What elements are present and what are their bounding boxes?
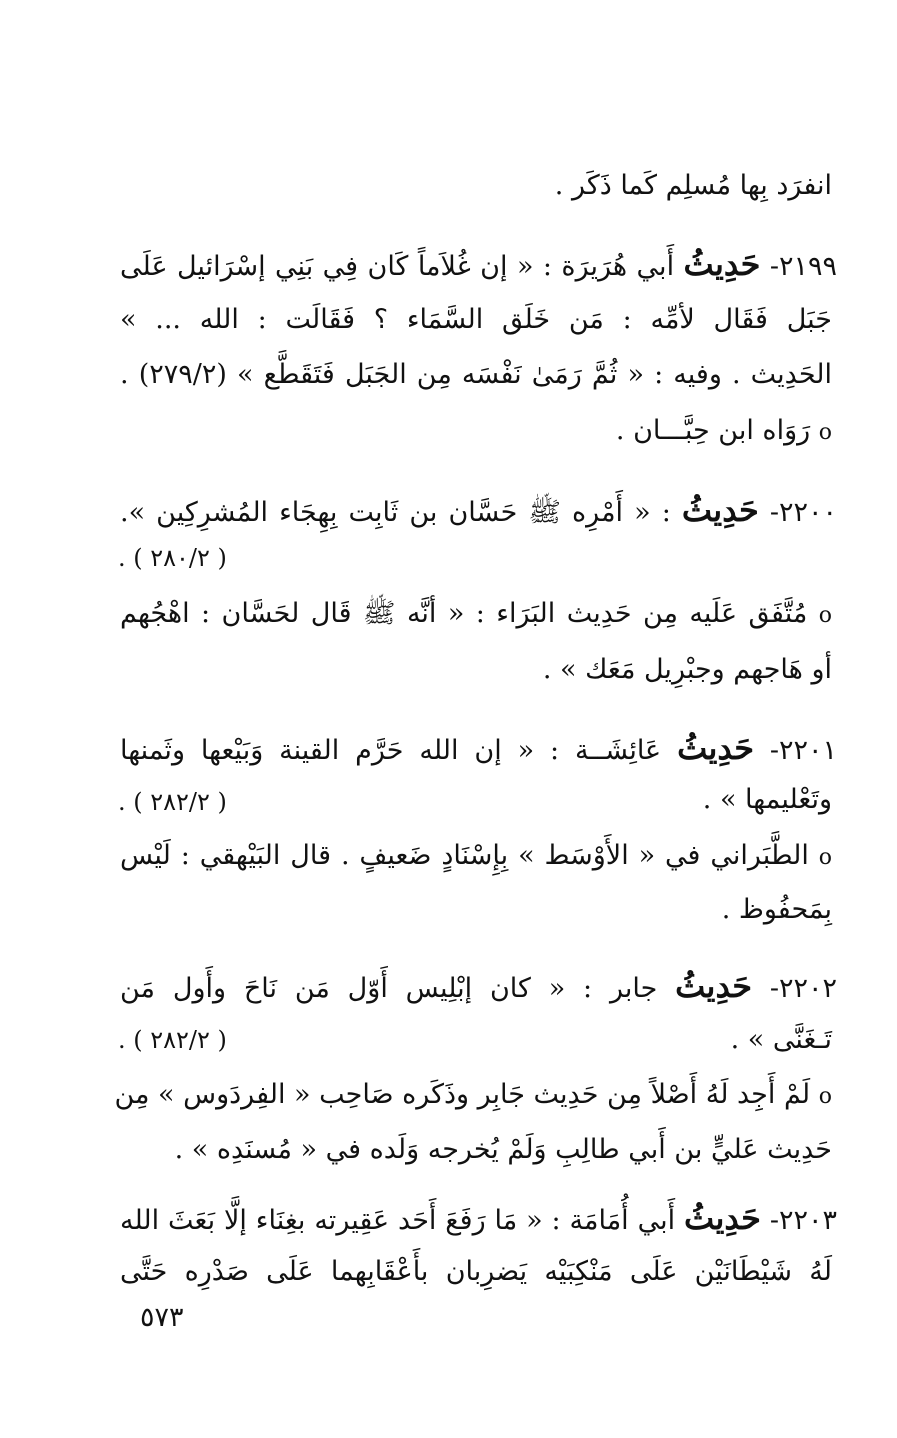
bullet-icon: o [818, 603, 832, 628]
hadith-2201-line-2: وتَعْليمها » . [702, 784, 832, 815]
hadith-2201-line-1: ٢٢٠١- حَدِيثُ عَائِشَــة : « إن الله حَرَّم القينة وَبَيْعها وثَمنها [120, 729, 838, 767]
bullet-icon: o [818, 1084, 832, 1109]
hadith-2200-line-1: ٢٢٠٠- حَدِيثُ : « أَمْرِه ﷺ حَسَّان بن ثَابِت بِهِجَاء المُشرِكِين ». [120, 491, 837, 529]
hadith-label: حَدِيثُ [683, 245, 761, 283]
hadith-label: حَدِيثُ [677, 729, 754, 767]
hadith-label: حَدِيثُ [681, 491, 759, 529]
hadith-2202-line-2: تَـغَنَّى » . [730, 1024, 832, 1055]
hadith-number: ٢٢٠٢- [769, 973, 837, 1004]
hadith-2199-line-2: جَبَل فَقَال لأمِّه : مَن خَلَق السَّمَاء ؟ فَقَالَت : الله ... » [120, 304, 832, 335]
hadith-2202-line-1: ٢٢٠٢- حَدِيثُ جابر : « كان إبْلِيس أَوّل مَن نَاحَ وأَول مَن [120, 967, 837, 1005]
hadith-2201-ref: ( ٢٨٢/٢ ) . [118, 788, 227, 816]
hadith-2201-note-1: o الطَّبَراني في « الأَوْسَط » بِإِسْنَادٍ ضَعيفٍ . قال البَيْهقي : لَيْس [120, 840, 832, 871]
hadith-2200-note-1: o مُتَّفَق عَلَيه مِن حَدِيث البَرَاء : « أنَّه ﷺ قَال لحَسَّان : اهْجُهم [120, 598, 832, 629]
hadith-2199-note: o رَوَاه ابن حِبَّـــان . [615, 415, 832, 446]
hadith-2202-note-1: o لَمْ أَجِد لَهُ أَصْلاً مِن حَدِيث جَابِر وذَكَره صَاحِب « الفِردَوس » مِن [114, 1079, 832, 1110]
bullet-icon: o [818, 845, 832, 870]
intro-line: انفرَد بِها مُسلِم كَما ذَكَر . [554, 170, 832, 201]
hadith-2202-note-2: حَدِيث عَليٍّ بن أَبي طالِبِ وَلَمْ يُخرجه وَلَده في « مُسنَدِه » . [174, 1134, 832, 1165]
hadith-number: ٢٢٠١- [769, 735, 838, 766]
hadith-label: حَدِيثُ [684, 1199, 761, 1237]
hadith-number: ٢٢٠٠- [769, 497, 837, 528]
hadith-2203-line-2: لَهُ شَيْطَانَيْن عَلَى مَنْكِبَيْه يَضرِبان بأَعْقَابِهما عَلَى صَدْرِه حَتَّى [120, 1256, 832, 1287]
hadith-2199-line-3: الحَدِيث . وفيه : « ثُمَّ رَمَىٰ نَفْسَه مِن الجَبَل فَتَقَطَّع » (٢٧٩/٢) . [120, 359, 833, 390]
hadith-2199-line-1: ٢١٩٩- حَدِيثُ أَبي هُرَيرَة : « إن غُلاَماً كَان فِي بَنِي إسْرَائيل عَلَى [120, 245, 837, 283]
hadith-2200-note-2: أو هَاجهم وجبْرِيل مَعَك » . [542, 654, 832, 685]
hadith-2200-ref: ( ٢٨٠/٢ ) . [118, 544, 227, 572]
hadith-2201-note-2: بِمَحفُوظ . [721, 894, 832, 925]
hadith-number: ٢١٩٩- [769, 251, 837, 282]
hadith-2202-ref: ( ٢٨٢/٢ ) . [118, 1026, 227, 1054]
hadith-label: حَدِيثُ [675, 967, 753, 1005]
bullet-icon: o [818, 420, 832, 445]
hadith-2203-line-1: ٢٢٠٣- حَدِيثُ أَبي أُمَامَة : « مَا رَفَعَ أَحَد عَقِيرته بغِنَاء إلَّا بَعَثَ الله [120, 1199, 837, 1237]
hadith-number: ٢٢٠٣- [769, 1205, 837, 1236]
page-number: ٥٧٣ [140, 1302, 184, 1333]
